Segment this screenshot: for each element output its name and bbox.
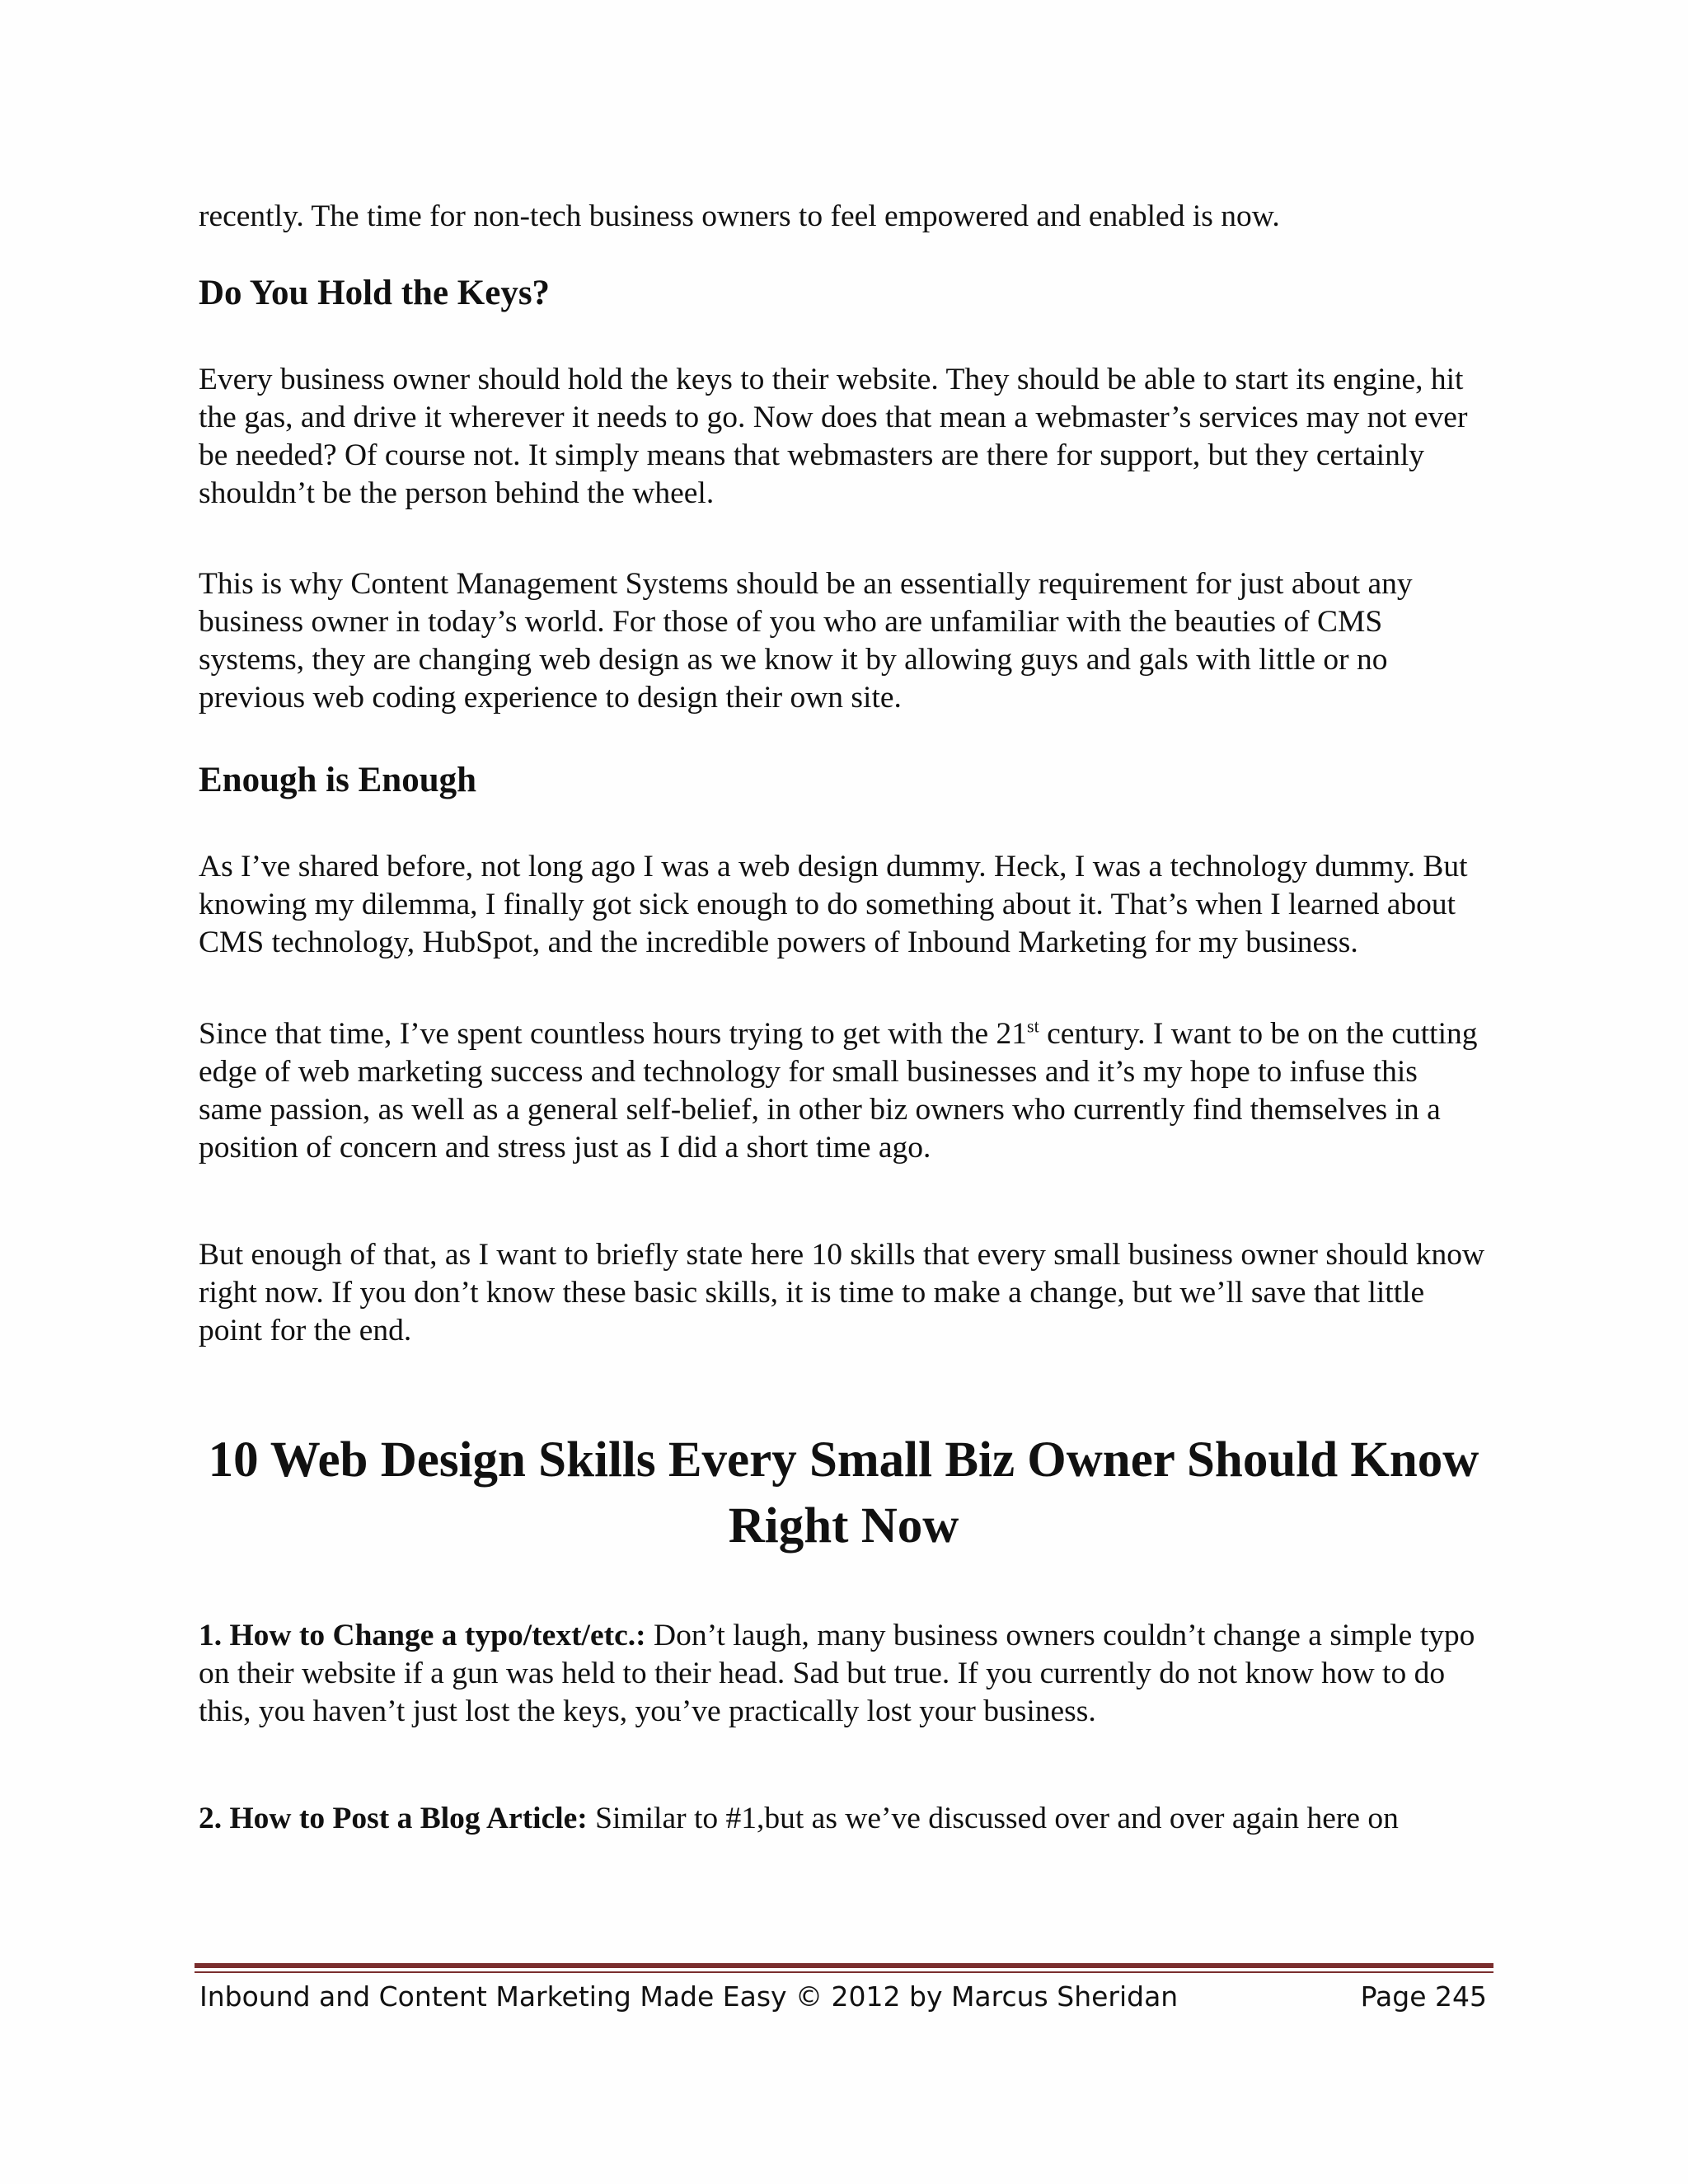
list-item-2-label: 2. How to Post a Blog Article: (199, 1802, 588, 1835)
heading-do-you-hold-the-keys: Do You Hold the Keys? (199, 274, 551, 312)
paragraph-since-that-time (199, 1015, 1489, 1167)
page-body (199, 198, 1489, 1838)
paragraph-since-start: Since that time, I’ve spent countless hours trying to get with the 21 (199, 1017, 1028, 1051)
paragraph-cms: This is why Content Management Systems should be an essentially requirement for just about any business owner in today’s world. For those of you who are unfamiliar with the beauties of CMS systems, they are changing web design as we know it by allowing guys and gals with little or no previous web coding experience to design their own site. (199, 567, 1413, 715)
main-heading: 10 Web Design Skills Every Small Biz Owner Should Know Right Now (208, 1432, 1479, 1554)
paragraph-enough-of-that: But enough of that, as I want to briefly state here 10 skills that every small business owner should know right now. If you don’t know these basic skills, it is time to make a change, but we’ll save that little point for the end. (199, 1238, 1485, 1347)
list-item-1 (199, 1617, 1489, 1731)
heading-enough-is-enough: Enough is Enough (199, 761, 477, 799)
footer-rule-thin (195, 1971, 1493, 1973)
list-item-2-text: Similar to #1,but as we’ve discussed over and over again here on (587, 1802, 1399, 1835)
list-item-1-label: 1. How to Change a typo/text/etc.: (199, 1619, 646, 1652)
paragraph-since-end: century. I want to be on the cutting edge of web marketing success and technology for small businesses and it’s my hope to infuse this same passion, as well as a general self-belief, in other biz owners who currently find themselves in a position of concern and stress just as I did a short time ago. (199, 1017, 1478, 1165)
list-item-1-text: Don’t laugh, many business owners couldn’t change a simple typo on their website if a gun was held to their head. Sad but true. If you currently do not know how to do this, you haven’t just lost the keys, you’ve practically lost your business. (199, 1619, 1475, 1728)
footer-page-number: Page 245 (1360, 1980, 1487, 2013)
paragraph-web-design-dummy: As I’ve shared before, not long ago I was a web design dummy. Heck, I was a technology dummy. But knowing my dilemma, I finally got sick enough to do something about it. That’s when I learned about CMS technology, HubSpot, and the incredible powers of Inbound Marketing for my business. (199, 850, 1468, 959)
paragraph-hold-keys: Every business owner should hold the keys to their website. They should be able to start its engine, hit the gas, and drive it wherever it needs to go. Now does that mean a webmaster’s services may not ever be needed? Of course not. It simply means that webmasters are there for support, but they certainly shouldn’t be the person behind the wheel. (199, 363, 1468, 510)
list-item-2 (199, 1800, 1489, 1838)
paragraph-intro-tail: recently. The time for non-tech business owners to feel empowered and enabled is now. (199, 199, 1280, 233)
footer-rule-thick (195, 1963, 1493, 1968)
superscript-st: st (1027, 1015, 1039, 1037)
footer-title: Inbound and Content Marketing Made Easy © 2012 by Marcus Sheridan (199, 1980, 1179, 2013)
page-footer (199, 1976, 1487, 2018)
